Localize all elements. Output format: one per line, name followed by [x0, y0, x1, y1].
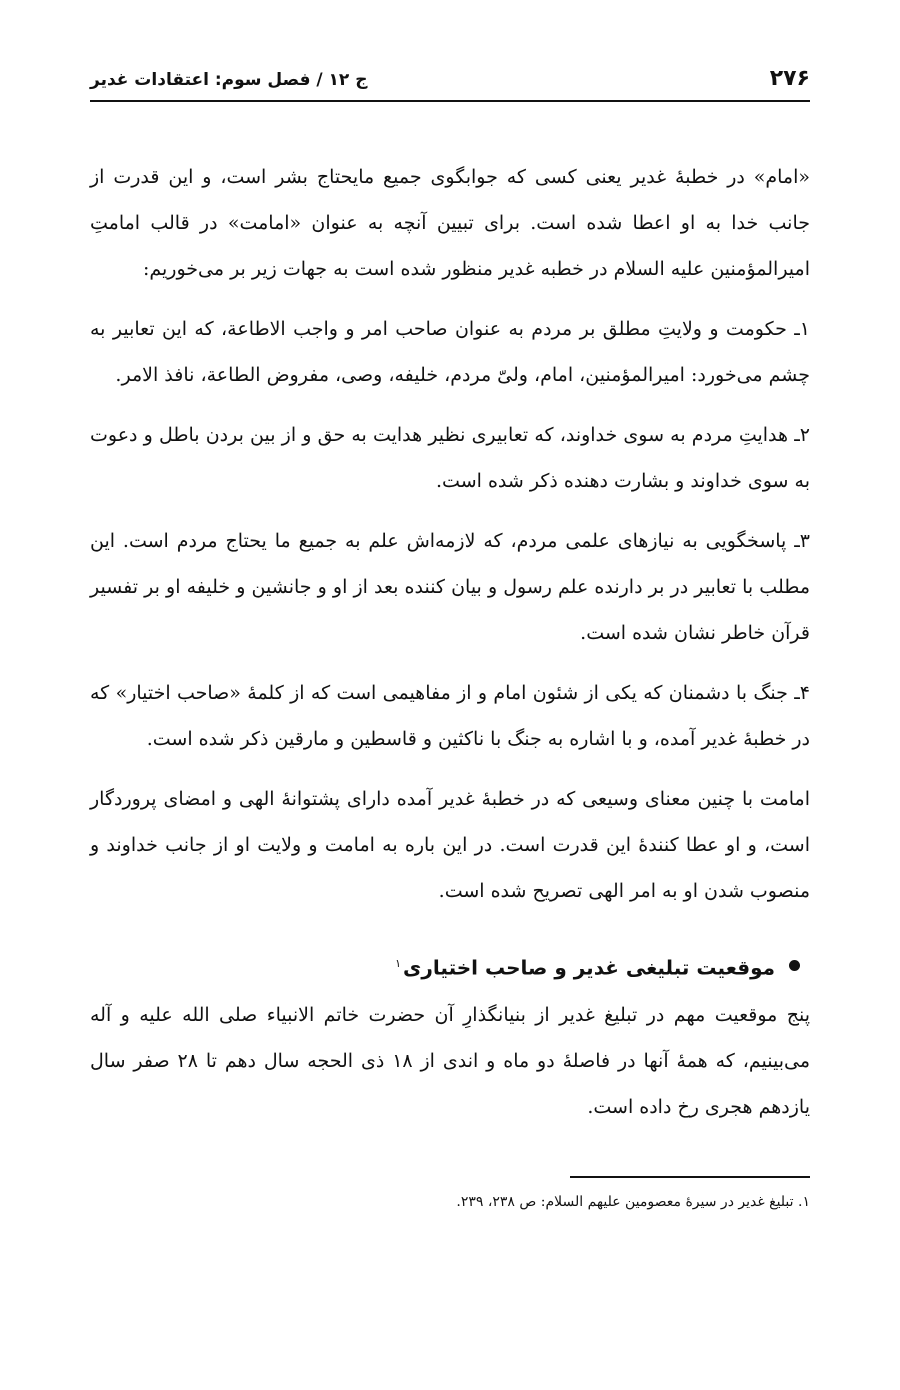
footnote: ۱. تبلیغ غدیر در سیرهٔ معصومین علیهم السلام: ص ۲۳۸، ۲۳۹. — [456, 1193, 810, 1210]
section-paragraph: پنج موقعیت مهم در تبلیغ غدیر از بنیانگذارِ آن حضرت خاتم الانبیاء صلی الله علیه و آله می‌بینیم، که همهٔ آنها در فاصلهٔ دو ماه و اندی از ۱۸ ذی الحجه سال دهم تا ۲۸ صفر سال یازدهم هجری رخ داده است. — [90, 1003, 811, 1118]
page-header — [90, 60, 810, 102]
paragraph-point-1: ۱ـ حکومت و ولایتِ مطلق بر مردم به عنوان صاحب امر و واجب الاطاعة، که این تعابیر به چشم می‌خورد: امیرالمؤمنین، امام، ولیّ مردم، خلیفه، وصی، مفروض الطاعة، نافذ الامر. — [90, 318, 810, 386]
footnote-divider — [570, 1176, 810, 1178]
footnote-marker: ۱ — [395, 957, 402, 970]
running-title: ج ۱۲ / فصل سوم: اعتقادات غدیر — [90, 70, 368, 90]
paragraph-conclusion: امامت با چنین معنای وسیعی که در خطبهٔ غدیر آمده دارای پشتوانهٔ الهی و امضای پروردگار است، و او عطا کنندهٔ این قدرت است. در این باره به امامت و ولایت او از جانب خداوند و منصوب شدن او به امر الهی تصریح شده است. — [90, 788, 810, 902]
paragraph-intro: «امام» در خطبهٔ غدیر یعنی کسی که جوابگوی جمیع مایحتاج بشر است، و این قدرت از جانب خدا به او اعطا شده است. برای تبیین آنچه به عنوان «امامت» در قالب امامتِ امیرالمؤمنین علیه السلام در خطبه غدیر منظور شده است به جهات زیر بر می‌خوریم: — [90, 166, 810, 280]
paragraph-point-2: ۲ـ هدایتِ مردم به سوی خداوند، که تعابیری نظیر هدایت به حق و از بین بردن باطل و دعوت به سوی خداوند و بشارت دهنده ذکر شده است. — [90, 424, 810, 492]
paragraph-point-3: ۳ـ پاسخگویی به نیازهای علمی مردم، که لازمه‌اش علم به جمیع ما یحتاج مردم است. این مطلب با تعابیر در بر دارنده علم رسول و بیان کننده بعد از او و جانشین و خلیفه او بر تفسیر قرآن خاطر نشان شده است. — [90, 530, 810, 644]
paragraph-point-4: ۴ـ جنگ با دشمنان که یکی از شئون امام و از مفاهیمی است که از کلمهٔ «صاحب اختیار» که در خطبهٔ غدیر آمده، و با اشاره به جنگ با ناکثین و قاسطین و مارقین ذکر شده است. — [90, 682, 810, 750]
book-page — [90, 60, 810, 1360]
body-text — [90, 154, 810, 1216]
section-title: موقعیت تبلیغی غدیر و صاحب اختیاری — [403, 955, 775, 980]
page-number: ۲۷۶ — [769, 66, 810, 91]
section-heading — [90, 944, 810, 988]
section-heading-text — [395, 944, 775, 988]
bullet-icon — [789, 960, 800, 971]
